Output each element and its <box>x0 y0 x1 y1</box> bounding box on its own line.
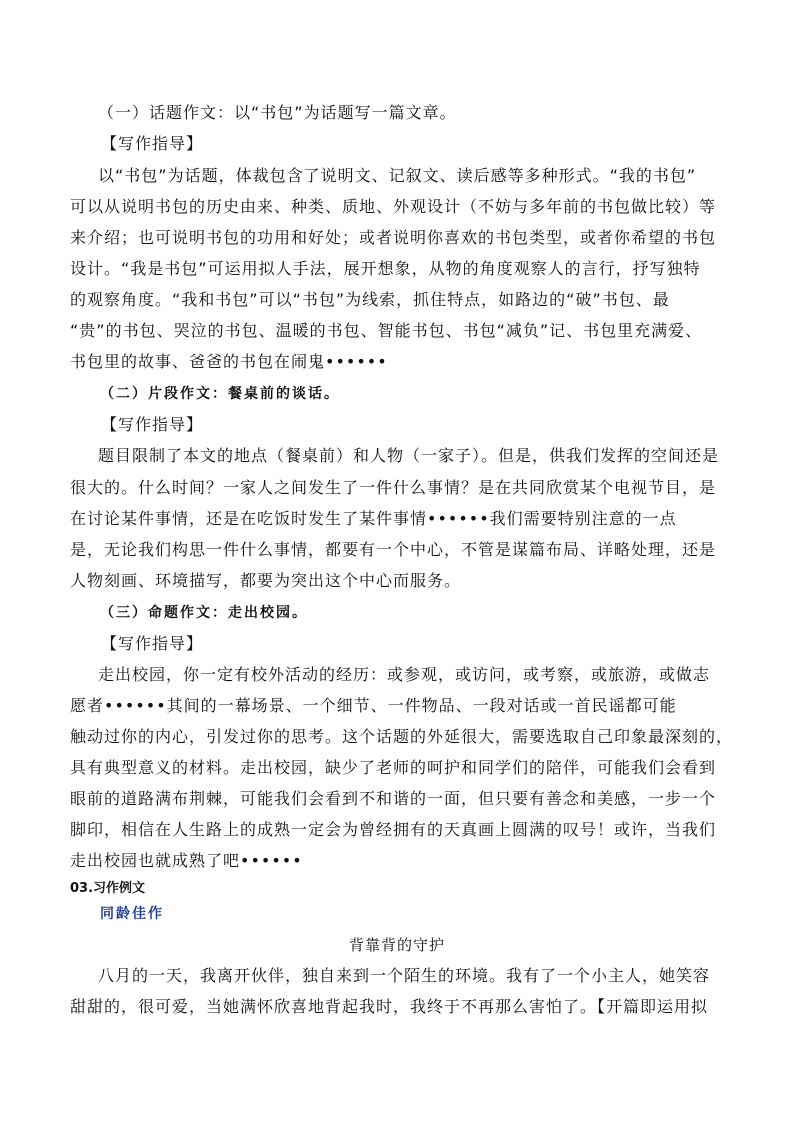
section-03-heading: 03.习作例文 <box>70 881 146 896</box>
section-3-line-6: 脚印，相信在人生路上的成熟一定会为曾经拥有的天真画上圆满的叹号！或许，当我们 <box>70 820 717 839</box>
section-2-line-5: 人物刻画、环境描写，都要为突出这个中心而服务。 <box>70 571 462 590</box>
section-3-line-3: 触动过你的内心，引发过你的思考。这个话题的外延很大，需要选取自己印象最深刻的， <box>70 727 734 746</box>
section-2-line-2: 很大的。什么时间？一家人之间发生了一件什么事情？是在共同欣赏某个电视节目，是 <box>70 478 717 497</box>
essay-title: 背靠背的守护 <box>348 936 445 954</box>
section-3-line-4: 具有典型意义的材料。走出校园，缺少了老师的呵护和同学们的陪伴，可能我们会看到 <box>70 758 717 777</box>
section-2-heading: （二）片段作文：餐桌前的谈话。 <box>100 386 340 402</box>
section-2-line-3: 在讨论某件事情，还是在吃饭时发生了某件事情••••••我们需要特别注意的一点 <box>70 509 677 528</box>
section-3-line-7: 走出校园也就成熟了吧•••••• <box>70 851 303 870</box>
section-3-line-1: 走出校园，你一定有校外活动的经历：或参观，或访问，或考察，或旅游，或做志 <box>98 665 711 684</box>
section-1-line-7: 书包里的故事、爸爸的书包在闹鬼•••••• <box>70 352 388 371</box>
section-1-heading: （一）话题作文：以“书包”为话题写一篇文章。 <box>98 103 457 122</box>
essay-line-1: 八月的一天，我离开伙伴，独自来到一个陌生的环境。我有了一个小主人，她笑容 <box>98 966 711 985</box>
section-3-guide-label: 【写作指导】 <box>101 634 204 653</box>
section-1-line-6: “贵”的书包、哭泣的书包、温暖的书包、智能书包、书包“减负”记、书包里充满爱、 <box>70 321 703 340</box>
section-3-line-2: 愿者••••••其间的一幕场景、一个细节、一件物品、一段对话或一首民谣都可能 <box>70 696 677 715</box>
peer-work-label: 同龄佳作 <box>100 906 164 922</box>
section-2-line-4: 是，无论我们构思一件什么事情，都要有一个中心，不管是谋篇布局、详略处理，还是 <box>70 540 717 559</box>
section-1-line-2: 可以从说明书包的历史由来、种类、质地、外观设计（不妨与多年前的书包做比较）等 <box>70 197 717 216</box>
section-2-line-1: 题目限制了本文的地点（餐桌前）和人物（一家子）。但是，供我们发挥的空间还是 <box>98 446 720 465</box>
section-2-guide-label: 【写作指导】 <box>101 415 204 434</box>
section-1-guide-label: 【写作指导】 <box>101 134 204 153</box>
section-1-line-3: 来介绍；也可说明书包的功用和好处；或者说明你喜欢的书包类型，或者你希望的书包 <box>70 228 717 247</box>
section-1-line-1: 以“书包”为话题，体裁包含了说明文、记叙文、读后感等多种形式。“我的书包” <box>98 166 697 185</box>
section-1-line-4: 设计。“我是书包”可运用拟人手法，展开想象，从物的角度观察人的言行，抒写独特 <box>70 259 701 278</box>
section-3-heading: （三）命题作文：走出校园。 <box>100 605 308 621</box>
section-3-line-5: 眼前的道路满布荆棘，可能我们会看到不和谐的一面，但只要有善念和美感，一步一个 <box>70 789 717 808</box>
essay-line-2: 甜甜的，很可爱，当她满怀欣喜地背起我时，我终于不再那么害怕了。【开篇即运用拟 <box>70 997 709 1016</box>
section-1-line-5: 的观察角度。“我和书包”可以“书包”为线索，抓住特点，如路边的“破”书包、最 <box>70 290 670 309</box>
